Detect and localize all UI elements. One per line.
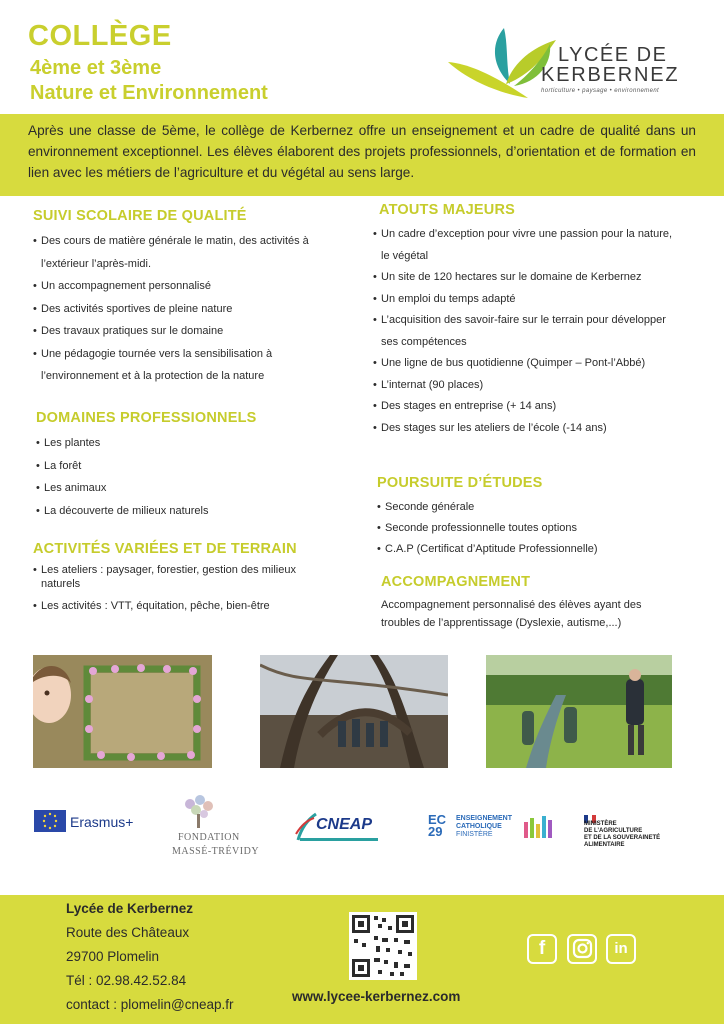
ministere-text	[584, 821, 660, 849]
list-item: • Les animaux	[36, 477, 321, 500]
section-title-activites: ACTIVITÉS VARIÉES ET DE TERRAIN	[33, 541, 297, 557]
list-item: • Un cadre d’exception pour vivre une passion pour la nature, le végétal	[373, 224, 673, 267]
ec-line-3: FINISTÈRE	[456, 831, 493, 838]
fondation-logo	[168, 794, 273, 864]
ec-line-2: CATHOLIQUE	[456, 823, 502, 830]
ministere-line-2: DE L’AGRICULTURE	[584, 828, 643, 834]
list-item: • Des stages en entreprise (+ 14 ans)	[373, 396, 673, 418]
photo-flower-frame	[33, 655, 212, 768]
list-item: • Les ateliers : paysager, forestier, gestion des milieux naturels	[33, 563, 323, 591]
cneap-underline	[300, 838, 378, 841]
photo-forest-group	[260, 655, 448, 768]
list-item: • Des cours de matière générale le matin, des activités à l’extérieur l’après-midi.	[33, 230, 318, 275]
section-title-accompagnement: ACCOMPAGNEMENT	[381, 574, 531, 590]
list-item: • Une ligne de bus quotidienne (Quimper – Pont-l’Abbé)	[373, 353, 673, 375]
ec-line-1: ENSEIGNEMENT	[456, 815, 513, 822]
instagram-icon[interactable]	[567, 934, 597, 964]
footer-city: 29700 Plomelin	[66, 949, 160, 964]
page-subtitle-grades: 4ème et 3ème	[30, 57, 162, 79]
logo-tagline: horticulture • paysage • environnement	[541, 88, 660, 94]
list-domaines	[36, 432, 321, 522]
facebook-icon[interactable]: f	[527, 934, 557, 964]
section-activites	[33, 541, 323, 613]
logo-line-1: LYCÉE DE	[558, 44, 668, 66]
section-poursuite	[377, 475, 677, 560]
cneap-logo	[294, 810, 384, 844]
intro-band	[0, 114, 724, 196]
ec-code-line-2: 29	[428, 824, 443, 839]
ministere-line-4: ALIMENTAIRE	[584, 842, 625, 848]
section-suivi	[33, 208, 318, 388]
ministere-logo	[584, 810, 694, 866]
list-item: • Un accompagnement personnalisé	[33, 275, 318, 298]
list-item: • C.A.P (Certificat d’Aptitude Professionnelle)	[377, 539, 677, 560]
tree-icon	[178, 794, 218, 828]
list-item: • Les activités : VTT, équitation, pêche, bien-être	[33, 599, 323, 613]
list-suivi	[33, 230, 318, 388]
photo-river-students	[486, 655, 672, 768]
list-item: • Les plantes	[36, 432, 321, 455]
footer-website-link[interactable]: www.lycee-kerbernez.com	[292, 989, 461, 1004]
ministere-line-1: MINISTÈRE	[584, 821, 617, 827]
list-poursuite	[377, 497, 677, 560]
french-flag-icon	[584, 810, 596, 818]
list-item: • Seconde professionnelle toutes options	[377, 518, 677, 539]
erasmus-text: Erasmus+	[70, 814, 134, 830]
section-atouts	[373, 202, 673, 439]
cneap-text: CNEAP	[316, 816, 373, 833]
linkedin-icon[interactable]: in	[606, 934, 636, 964]
list-item: • Des activités sportives de pleine nature	[33, 298, 318, 321]
erasmus-logo	[34, 808, 146, 836]
page-title: COLLÈGE	[28, 20, 172, 52]
list-item: • L’internat (90 places)	[373, 375, 673, 397]
list-item: • Des travaux pratiques sur le domaine	[33, 320, 318, 343]
section-title-suivi: SUIVI SCOLAIRE DE QUALITÉ	[33, 208, 247, 224]
list-item: • La découverte de milieux naturels	[36, 500, 321, 523]
ec29-text	[456, 815, 512, 839]
list-item: • Une pédagogie tournée vers la sensibilisation à l’environnement et à la protection de la nature	[33, 343, 318, 388]
intro-text: Après une classe de 5ème, le collège de Kerbernez offre un enseignement et un cadre de qualité dans un environnement exceptionnel. Les élèves élaborent des projets professionnels, d’orientation et de formation en lien avec les métiers de l’agriculture et du végétal au sens large.	[28, 123, 696, 180]
fondation-line-2: MASSÉ-TRÉVIDY	[172, 846, 260, 857]
list-item: • Un site de 120 hectares sur le domaine de Kerbernez	[373, 267, 673, 289]
section-domaines	[36, 410, 321, 522]
section-accompagnement	[381, 574, 671, 632]
logo-line-2: KERBERNEZ	[541, 64, 680, 86]
list-item: • L’acquisition des savoir-faire sur le terrain pour développer ses compétences	[373, 310, 673, 353]
ec29-code	[428, 814, 446, 838]
ec29-logo	[428, 814, 558, 844]
footer-email[interactable]: contact : plomelin@cneap.fr	[66, 997, 234, 1012]
list-item: • La forêt	[36, 455, 321, 478]
list-atouts	[373, 224, 673, 439]
page-subtitle-program: Nature et Environnement	[30, 82, 268, 104]
ec-code-line-1: EC	[428, 812, 447, 827]
list-item: • Seconde générale	[377, 497, 677, 518]
ec29-bars-icon	[522, 814, 556, 838]
list-activites	[33, 563, 323, 613]
footer-phone[interactable]: Tél : 02.98.42.52.84	[66, 973, 187, 988]
footer-street: Route des Châteaux	[66, 925, 190, 940]
ministere-line-3: ET DE LA SOUVERAINETÉ	[584, 835, 661, 841]
qr-code-icon[interactable]	[349, 912, 417, 980]
footer-school-name: Lycée de Kerbernez	[66, 901, 194, 916]
section-title-atouts: ATOUTS MAJEURS	[379, 202, 515, 218]
section-title-poursuite: POURSUITE D’ÉTUDES	[377, 475, 543, 491]
fondation-line-1: FONDATION	[178, 832, 240, 843]
section-title-domaines: DOMAINES PROFESSIONNELS	[36, 410, 257, 426]
list-item: • Un emploi du temps adapté	[373, 289, 673, 311]
accompagnement-text: Accompagnement personnalisé des élèves ayant des troubles de l’apprentissage (Dyslexie, autisme,...)	[381, 599, 642, 629]
list-item: • Des stages sur les ateliers de l’école (-14 ans)	[373, 418, 673, 440]
page-header	[0, 0, 724, 114]
eu-flag-icon	[34, 810, 66, 832]
